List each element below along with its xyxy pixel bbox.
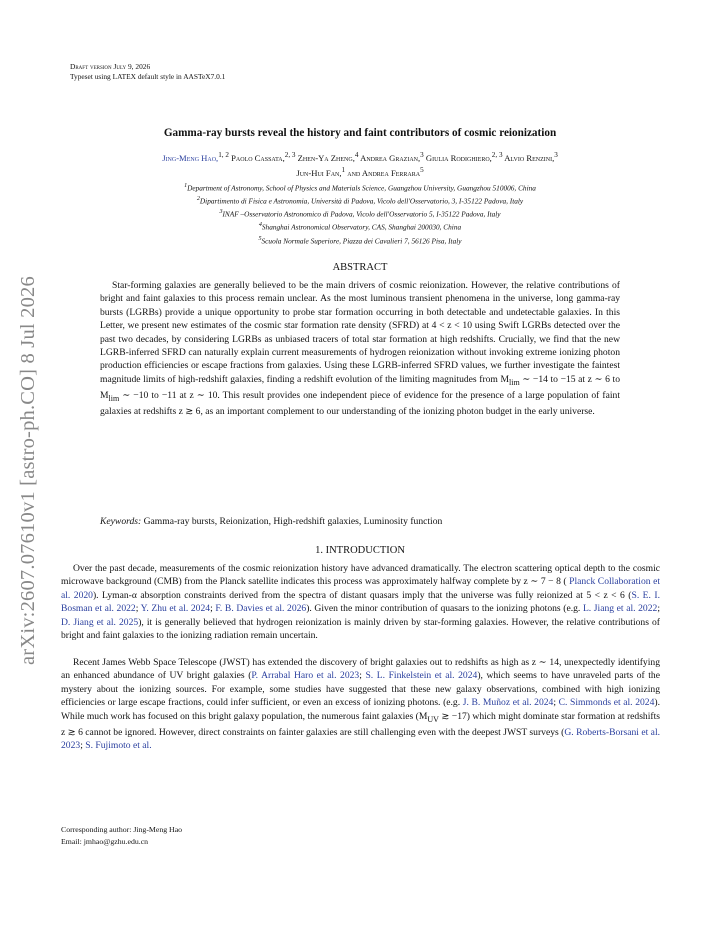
author-list <box>60 149 660 179</box>
affiliation: $^1$Department of Astronomy, School of Physics and Materials Science, Guangzhou University, Guangzhou 510006, China <box>184 183 536 193</box>
citation-link[interactable]: G. Roberts-Borsani et al. 2023 <box>61 726 661 752</box>
citation-link[interactable]: P. Arrabal Haro et al. 2023 <box>251 670 360 682</box>
affiliation: $^4$Shanghai Astronomical Observatory, CAS, Shanghai 200030, China <box>258 222 462 232</box>
author: Jun-Hui Fan, <box>296 167 342 178</box>
affiliations <box>60 181 660 247</box>
keywords-label: Keywords: <box>100 516 142 527</box>
author-sup: 2, 3 <box>491 151 503 159</box>
author-corresponding[interactable]: Jing-Meng Hao, <box>162 152 219 163</box>
author: Paolo Cassata, <box>231 152 285 163</box>
citation-link[interactable]: S. E. I. Bosman et al. 2022 <box>61 589 660 615</box>
intro-paragraph-2: Recent James Webb Space Telescope (JWST) has extended the discovery of bright galaxies out to redshifts as high as z ∼ 14, unexpectedly identifying an enhanced abundance of UV bright galaxies (P. Arrabal Haro et al. 2023; S. L. Finkelstein et al. 2024), which seems to have unraveled parts of the mystery about the ionizing sources. For example, some studies have suggested that these new galaxy observations, combined with high ionizing efficiencies or large escape fractions, could infer sufficient, or even an excess of ionizing photons. (e.g. J. B. Muñoz et al. 2024; C. Simmonds et al. 2024). While much work has focused on this bright galaxy population, the numerous faint galaxies ($M_{UV}$ ≳ −17) which might dominate star formation at redshifts z ≳ 6 cannot be ignored. However, direct constraints on fainter galaxies are still challenging even with the deepest JWST surveys (G. Roberts-Borsani et al. 2023; S. Fujimoto et al. <box>61 657 661 752</box>
author-line-1 <box>60 149 660 164</box>
author-sup: 5 <box>420 165 424 174</box>
author-sup: 1, 2 <box>218 151 229 159</box>
author-sup: 3 <box>420 151 424 159</box>
citation-link[interactable]: D. Jiang et al. 2025 <box>61 616 139 628</box>
citation-link[interactable]: J. B. Muñoz et al. 2024 <box>462 697 554 709</box>
author-line-2 <box>60 164 660 179</box>
paper-title: Gamma-ray bursts reveal the history and faint contributors of cosmic reionization <box>163 127 557 139</box>
abstract-heading: ABSTRACT <box>332 262 388 273</box>
affiliation: $^3$INAF –Osservatorio Astronomico di Padova, Vicolo dell'Osservatorio 5, I-35122 Padova, Italy <box>219 209 501 219</box>
author: Zhen-Ya Zheng, <box>297 152 355 163</box>
abstract-text: Star-forming galaxies are generally believed to be the main drivers of cosmic reionization. However, the relative contributions of bright and faint galaxies to this process remain unclear. As the most luminous transient phenomena in the universe, long gamma-ray bursts (LGRBs) provide a unique opportunity to probe star formation occurring in both detectable and undetectable galaxies. In this Letter, we present new estimates of the cosmic star formation rate density (SFRD) at 4 < z < 10 using Swift LGRBs detected over the past two decades, by considering LGRBs as unbiased tracers of total star formation at high redshifts. Crucially, we find that the new LGRB-inferred SFRD can naturally explain current measurements of hydrogen reionization without invoking extreme ionizing photon production efficiencies or escape fractions from galaxies. Using these LGRB-inferred SFRD values, we further investigate the faintest magnitude limits of high-redshift galaxies, finding a redshift evolution of the limiting magnitudes from $M_{lim}$ ∼ −14 to −15 at z ∼ 6 to $M_{lim}$ ∼ −10 to −11 at z ∼ 10. This result provides one independent piece of evidence for the presence of a large population of faint galaxies at redshifts z ≳ 6, as an important complement to our understanding of the ionizing photon budget in the early universe. <box>100 280 621 418</box>
author: Andrea Grazian, <box>360 152 421 163</box>
citation-link[interactable]: L. Jiang et al. 2022 <box>582 603 658 615</box>
citation-link[interactable]: Y. Zhu et al. 2024 <box>140 603 211 615</box>
citation-link[interactable]: S. L. Finkelstein et al. 2024 <box>365 670 478 682</box>
corresponding-email: Email: jmhao@gzhu.edu.cn <box>61 837 149 846</box>
citation-link[interactable]: S. Fujimoto et al. <box>85 740 152 752</box>
keywords <box>100 516 620 527</box>
typeset-line: Typeset using LATEX default style in AASTeX7.0.1 <box>70 72 226 81</box>
arxiv-identifier: arXiv:2607.07610v1 [astro-ph.CO] 8 Jul 2026 <box>17 276 39 665</box>
author-sup: 4 <box>354 151 359 159</box>
section-heading-introduction: 1. INTRODUCTION <box>315 545 405 556</box>
footnote <box>61 824 182 848</box>
author-sup: 2, 3 <box>284 151 296 159</box>
affiliation: $^5$Scuola Normale Superiore, Piazza dei Cavalieri 7, 56126 Pisa, Italy <box>258 235 462 245</box>
keywords-text: Gamma-ray bursts, Reionization, High-redshift galaxies, Luminosity function <box>141 516 443 527</box>
intro-paragraph-1: Over the past decade, measurements of the cosmic reionization history have advanced dramatically. The electron scattering optical depth to the cosmic microwave background (CMB) from the Planck satellite indicates this process was approximately halfway complete by z ∼ 7 − 8 ( Planck Collaboration et al. 2020). Lyman-α absorption constraints derived from the spectra of distant quasars imply that the universe was fully reionized at 5 < z < 6 (S. E. I. Bosman et al. 2022; Y. Zhu et al. 2024; F. B. Davies et al. 2026). Given the minor contribution of quasars to the ionizing photons (e.g. L. Jiang et al. 2022; D. Jiang et al. 2025), it is generally believed that hydrogen reionization is mainly driven by star-forming galaxies. However, the relative contributions of bright and faint galaxies to the ionizing radiation remain uncertain. <box>61 563 660 642</box>
author: Alvio Renzini, <box>504 152 555 163</box>
author: and Andrea Ferrara <box>347 167 421 178</box>
affiliation: $^2$Dipartimento di Fisica e Astronomia, Università di Padova, Vicolo dell'Osservatorio, 3, I-35122 Padova, Italy <box>196 196 524 206</box>
corresponding-author: Corresponding author: Jing-Meng Hao <box>61 825 183 834</box>
draft-version-line: Draft version July 9, 2026 <box>70 62 151 71</box>
citation-link[interactable]: C. Simmonds et al. 2024 <box>558 697 655 709</box>
author: Giulia Rodighiero, <box>425 152 492 163</box>
author-sup: 1 <box>341 165 346 174</box>
citation-link[interactable]: F. B. Davies et al. 2026 <box>215 603 307 615</box>
author-sup: 3 <box>554 151 558 159</box>
citation-link[interactable]: Planck Collaboration et al. 2020 <box>61 576 660 601</box>
